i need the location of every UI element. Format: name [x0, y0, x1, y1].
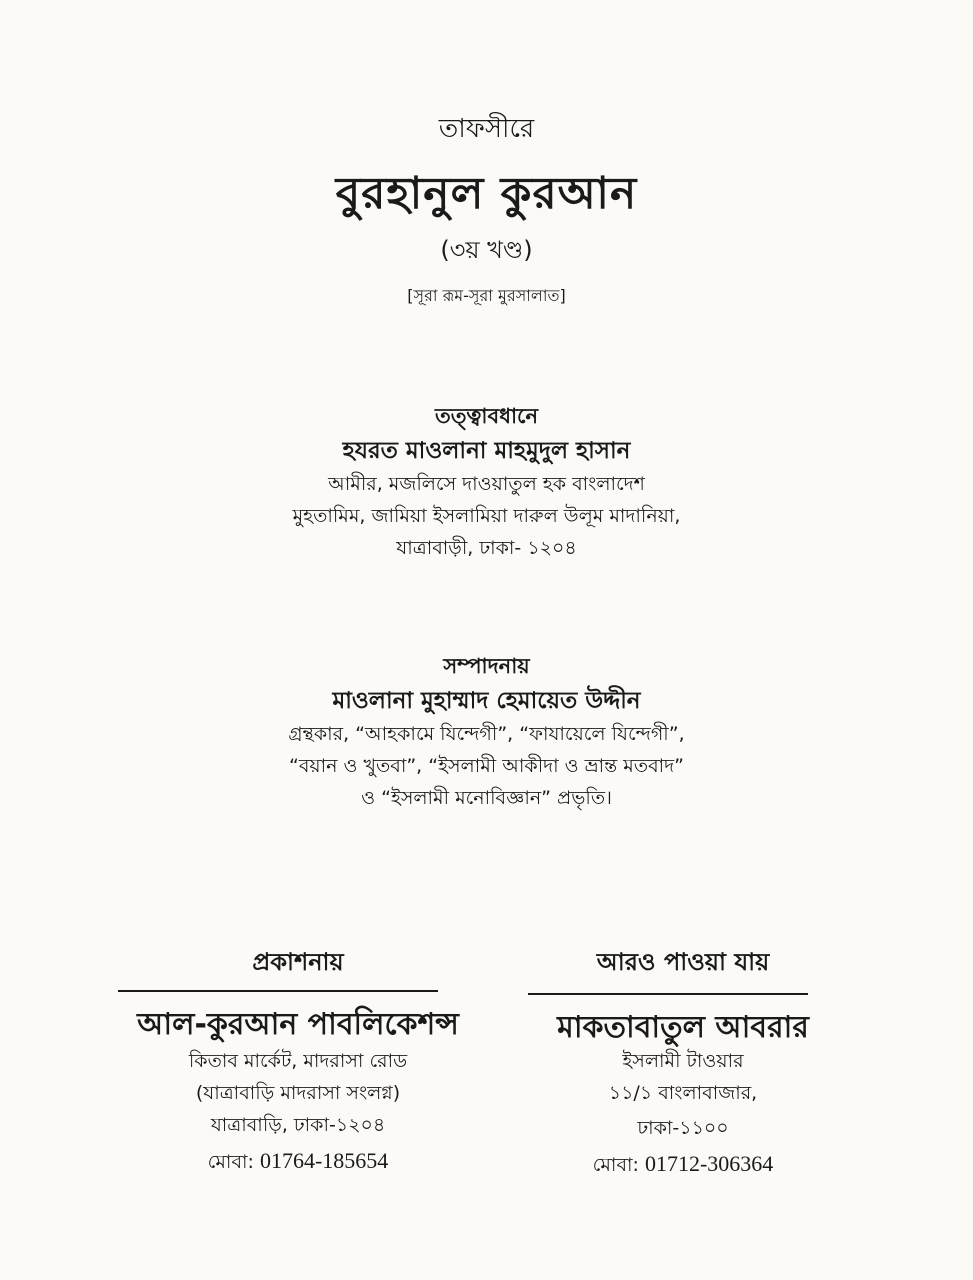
- store-line-2: ১১/১ বাংলাবাজার,: [608, 1082, 758, 1104]
- publisher-line-3: যাত্রাবাড়ি, ঢাকা-১২০৪: [210, 1114, 386, 1136]
- supervisor-line-2: মুহতামিম, জামিয়া ইসলামিয়া দারুল উলূম মাদানিয়া,: [292, 505, 681, 527]
- supervisor-line-1: আমীর, মজলিসে দাওয়াতুল হক বাংলাদেশ: [328, 473, 645, 495]
- supervision-heading: তত্ত্বাবধানে: [434, 404, 539, 428]
- surah-range: [সূরা রূম-সূরা মুরসালাত]: [407, 286, 566, 305]
- supervisor-line-3: যাত্রাবাড়ী, ঢাকা- ১২০৪: [396, 537, 577, 559]
- editor-line-3: ও “ইসলামী মনোবিজ্ঞান” প্রভৃতি।: [361, 787, 612, 809]
- volume-label: (৩য় খণ্ড): [440, 236, 533, 264]
- store-phone-label: মোবা:: [592, 1154, 639, 1176]
- store-phone: 01712-306364: [644, 1151, 774, 1176]
- editing-heading: সম্পাদনায়: [443, 654, 530, 678]
- book-title: বুরহানুল কুরআন: [335, 168, 638, 219]
- store-line-3: ঢাকা-১১০০: [637, 1117, 729, 1139]
- store-line-1: ইসলামী টাওয়ার: [622, 1050, 744, 1072]
- publisher-divider: [118, 990, 438, 992]
- also-available-divider: [528, 993, 808, 995]
- editor-line-1: গ্রন্থকার, “আহকামে যিন্দেগী”, “ফাযায়েলে যিন্দেগী”,: [288, 723, 685, 745]
- store-phone-row: [528, 1151, 838, 1183]
- publisher-name: আল-কুরআন পাবলিকেশন্স: [137, 1007, 459, 1042]
- publisher-line-2: (যাত্রাবাড়ি মাদরাসা সংলগ্ন): [195, 1082, 401, 1104]
- publisher-phone-label: মোবা:: [207, 1151, 254, 1173]
- supervisor-name: হযরত মাওলানা মাহমুদুল হাসান: [342, 438, 631, 464]
- editor-name: মাওলানা মুহাম্মাদ হেমায়েত উদ্দীন: [332, 688, 641, 714]
- editor-line-2: “বয়ান ও খুতবা”, “ইসলামী আকীদা ও ভ্রান্ত মতবাদ”: [289, 755, 684, 777]
- publisher-line-1: কিতাব মার্কেট, মাদরাসা রোড: [188, 1050, 408, 1072]
- pre-title: তাফসীরে: [438, 114, 535, 144]
- publisher-heading: প্রকাশনায়: [252, 948, 344, 976]
- publisher-phone-row: [118, 1148, 478, 1180]
- store-name: মাকতাবাতুল আবরার: [557, 1010, 809, 1045]
- publisher-phone: 01764-185654: [259, 1148, 389, 1173]
- also-available-heading: আরও পাওয়া যায়: [596, 948, 770, 976]
